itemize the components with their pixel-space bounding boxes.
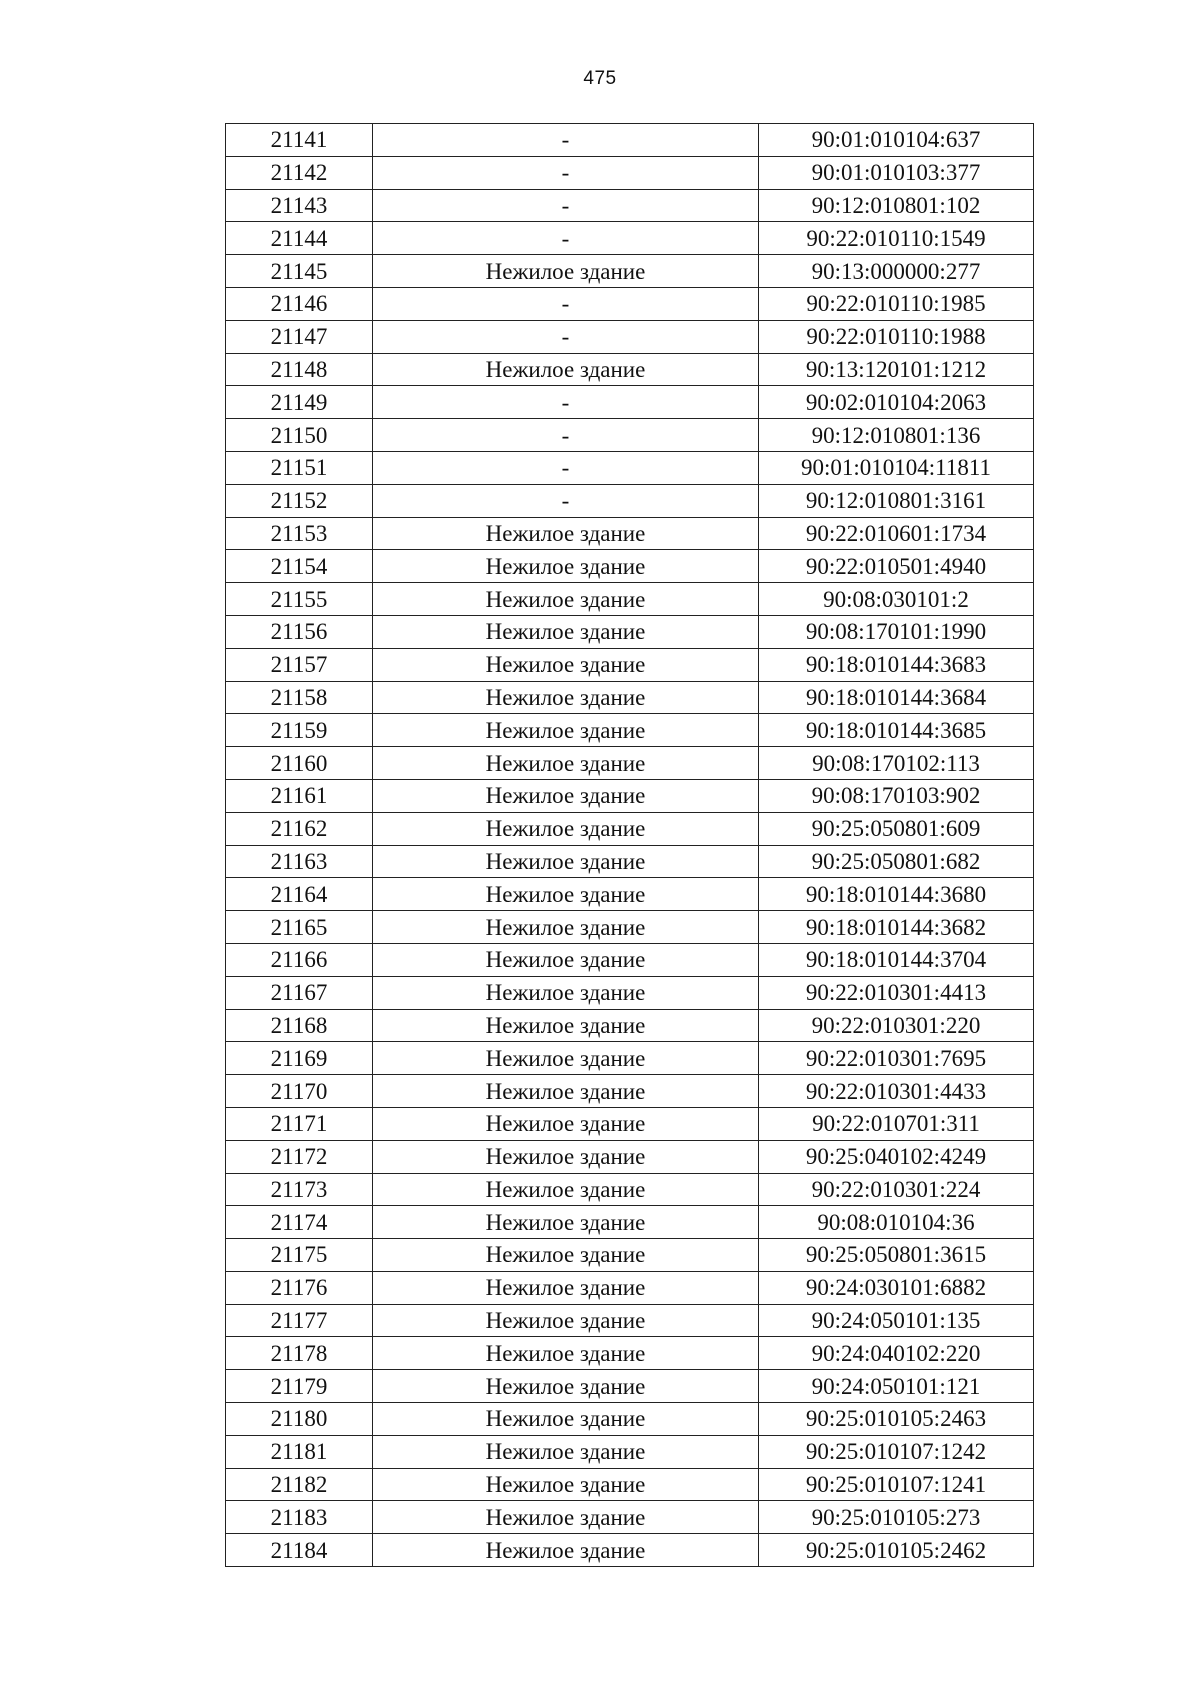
row-number-cell: 21172 — [226, 1140, 373, 1173]
cadastral-number-cell: 90:18:010144:3685 — [759, 714, 1034, 747]
cadastral-number-cell: 90:13:000000:277 — [759, 255, 1034, 288]
object-type-cell: Нежилое здание — [373, 976, 759, 1009]
cadastral-number-cell: 90:24:050101:121 — [759, 1370, 1034, 1403]
object-type-cell: Нежилое здание — [373, 681, 759, 714]
table-row — [226, 681, 1034, 714]
table-row — [226, 287, 1034, 320]
table-row — [226, 648, 1034, 681]
table-row — [226, 1009, 1034, 1042]
cadastral-number-cell: 90:25:010107:1242 — [759, 1435, 1034, 1468]
row-number-cell: 21184 — [226, 1534, 373, 1567]
cadastral-number-cell: 90:01:010104:637 — [759, 124, 1034, 157]
cadastral-number-cell: 90:22:010501:4940 — [759, 550, 1034, 583]
row-number-cell: 21143 — [226, 189, 373, 222]
object-type-cell: Нежилое здание — [373, 1468, 759, 1501]
row-number-cell: 21171 — [226, 1107, 373, 1140]
row-number-cell: 21165 — [226, 911, 373, 944]
table-row — [226, 714, 1034, 747]
cadastral-number-cell: 90:08:170103:902 — [759, 779, 1034, 812]
cadastral-number-cell: 90:22:010110:1985 — [759, 287, 1034, 320]
cadastral-number-cell: 90:08:170102:113 — [759, 747, 1034, 780]
cadastral-number-cell: 90:18:010144:3682 — [759, 911, 1034, 944]
cadastral-number-cell: 90:08:010104:36 — [759, 1206, 1034, 1239]
table-row — [226, 419, 1034, 452]
cadastral-number-cell: 90:08:170101:1990 — [759, 615, 1034, 648]
row-number-cell: 21160 — [226, 747, 373, 780]
cadastral-number-cell: 90:01:010103:377 — [759, 156, 1034, 189]
row-number-cell: 21155 — [226, 583, 373, 616]
row-number-cell: 21180 — [226, 1403, 373, 1436]
object-type-cell: Нежилое здание — [373, 1403, 759, 1436]
object-type-cell: Нежилое здание — [373, 255, 759, 288]
cadastral-number-cell: 90:24:050101:135 — [759, 1304, 1034, 1337]
object-type-cell: Нежилое здание — [373, 353, 759, 386]
table-row — [226, 1435, 1034, 1468]
row-number-cell: 21173 — [226, 1173, 373, 1206]
row-number-cell: 21141 — [226, 124, 373, 157]
object-type-cell: Нежилое здание — [373, 615, 759, 648]
object-type-cell: Нежилое здание — [373, 1107, 759, 1140]
cadastral-number-cell: 90:22:010301:4413 — [759, 976, 1034, 1009]
row-number-cell: 21147 — [226, 320, 373, 353]
table-row — [226, 1107, 1034, 1140]
object-type-cell: - — [373, 320, 759, 353]
cadastral-number-cell: 90:13:120101:1212 — [759, 353, 1034, 386]
table-row — [226, 1075, 1034, 1108]
row-number-cell: 21177 — [226, 1304, 373, 1337]
table-row — [226, 255, 1034, 288]
table-row — [226, 451, 1034, 484]
table-row — [226, 156, 1034, 189]
cadastral-number-cell: 90:12:010801:136 — [759, 419, 1034, 452]
cadastral-number-cell: 90:18:010144:3683 — [759, 648, 1034, 681]
table-row — [226, 386, 1034, 419]
row-number-cell: 21146 — [226, 287, 373, 320]
object-type-cell: Нежилое здание — [373, 1239, 759, 1272]
cadastral-number-cell: 90:12:010801:3161 — [759, 484, 1034, 517]
object-type-cell: Нежилое здание — [373, 1370, 759, 1403]
table-row — [226, 222, 1034, 255]
table-row — [226, 878, 1034, 911]
table-row — [226, 320, 1034, 353]
row-number-cell: 21183 — [226, 1501, 373, 1534]
object-type-cell: Нежилое здание — [373, 1173, 759, 1206]
cadastral-number-cell: 90:25:010105:273 — [759, 1501, 1034, 1534]
object-type-cell: Нежилое здание — [373, 779, 759, 812]
object-type-cell: Нежилое здание — [373, 1042, 759, 1075]
table-row — [226, 1501, 1034, 1534]
object-type-cell: Нежилое здание — [373, 1501, 759, 1534]
table-row — [226, 1337, 1034, 1370]
table-row — [226, 1042, 1034, 1075]
object-type-cell: Нежилое здание — [373, 812, 759, 845]
cadastral-number-cell: 90:22:010110:1549 — [759, 222, 1034, 255]
cadastral-number-cell: 90:12:010801:102 — [759, 189, 1034, 222]
row-number-cell: 21145 — [226, 255, 373, 288]
row-number-cell: 21153 — [226, 517, 373, 550]
object-type-cell: Нежилое здание — [373, 1435, 759, 1468]
cadastral-number-cell: 90:25:050801:3615 — [759, 1239, 1034, 1272]
row-number-cell: 21142 — [226, 156, 373, 189]
table-row — [226, 517, 1034, 550]
object-type-cell: Нежилое здание — [373, 1075, 759, 1108]
row-number-cell: 21181 — [226, 1435, 373, 1468]
row-number-cell: 21149 — [226, 386, 373, 419]
row-number-cell: 21157 — [226, 648, 373, 681]
object-type-cell: - — [373, 419, 759, 452]
object-type-cell: Нежилое здание — [373, 1140, 759, 1173]
table-row — [226, 812, 1034, 845]
cadastral-number-cell: 90:22:010701:311 — [759, 1107, 1034, 1140]
cadastral-number-cell: 90:25:010107:1241 — [759, 1468, 1034, 1501]
table-row — [226, 1403, 1034, 1436]
object-type-cell: Нежилое здание — [373, 714, 759, 747]
row-number-cell: 21163 — [226, 845, 373, 878]
object-type-cell: Нежилое здание — [373, 747, 759, 780]
row-number-cell: 21162 — [226, 812, 373, 845]
row-number-cell: 21156 — [226, 615, 373, 648]
object-type-cell: Нежилое здание — [373, 517, 759, 550]
row-number-cell: 21175 — [226, 1239, 373, 1272]
object-type-cell: Нежилое здание — [373, 911, 759, 944]
table-row — [226, 189, 1034, 222]
object-type-cell: Нежилое здание — [373, 1337, 759, 1370]
object-type-cell: Нежилое здание — [373, 845, 759, 878]
table-row — [226, 1239, 1034, 1272]
row-number-cell: 21161 — [226, 779, 373, 812]
row-number-cell: 21179 — [226, 1370, 373, 1403]
object-type-cell: - — [373, 189, 759, 222]
row-number-cell: 21167 — [226, 976, 373, 1009]
cadastral-number-cell: 90:22:010110:1988 — [759, 320, 1034, 353]
cadastral-number-cell: 90:22:010301:7695 — [759, 1042, 1034, 1075]
object-type-cell: Нежилое здание — [373, 878, 759, 911]
row-number-cell: 21170 — [226, 1075, 373, 1108]
cadastral-number-cell: 90:25:050801:682 — [759, 845, 1034, 878]
cadastral-number-cell: 90:24:040102:220 — [759, 1337, 1034, 1370]
table-row — [226, 1468, 1034, 1501]
cadastral-number-cell: 90:02:010104:2063 — [759, 386, 1034, 419]
table-row — [226, 550, 1034, 583]
table-row — [226, 583, 1034, 616]
object-type-cell: Нежилое здание — [373, 648, 759, 681]
table-row — [226, 845, 1034, 878]
row-number-cell: 21164 — [226, 878, 373, 911]
cadastral-number-cell: 90:18:010144:3704 — [759, 943, 1034, 976]
table-row — [226, 1370, 1034, 1403]
object-type-cell: Нежилое здание — [373, 943, 759, 976]
table-row — [226, 1206, 1034, 1239]
row-number-cell: 21150 — [226, 419, 373, 452]
table-row — [226, 353, 1034, 386]
cadastral-number-cell: 90:08:030101:2 — [759, 583, 1034, 616]
table-row — [226, 1534, 1034, 1567]
object-type-cell: - — [373, 451, 759, 484]
row-number-cell: 21168 — [226, 1009, 373, 1042]
cadastral-number-cell: 90:25:010105:2463 — [759, 1403, 1034, 1436]
object-type-cell: Нежилое здание — [373, 583, 759, 616]
object-type-cell: Нежилое здание — [373, 1271, 759, 1304]
cadastral-number-cell: 90:24:030101:6882 — [759, 1271, 1034, 1304]
object-type-cell: - — [373, 287, 759, 320]
cadastral-number-cell: 90:22:010601:1734 — [759, 517, 1034, 550]
object-type-cell: Нежилое здание — [373, 1009, 759, 1042]
cadastral-number-cell: 90:22:010301:224 — [759, 1173, 1034, 1206]
cadastral-number-cell: 90:22:010301:4433 — [759, 1075, 1034, 1108]
row-number-cell: 21169 — [226, 1042, 373, 1075]
cadastral-number-cell: 90:01:010104:11811 — [759, 451, 1034, 484]
row-number-cell: 21174 — [226, 1206, 373, 1239]
row-number-cell: 21158 — [226, 681, 373, 714]
registry-table-body — [226, 124, 1034, 1567]
row-number-cell: 21152 — [226, 484, 373, 517]
table-row — [226, 615, 1034, 648]
row-number-cell: 21178 — [226, 1337, 373, 1370]
cadastral-number-cell: 90:22:010301:220 — [759, 1009, 1034, 1042]
table-row — [226, 976, 1034, 1009]
object-type-cell: - — [373, 124, 759, 157]
table-row — [226, 484, 1034, 517]
object-type-cell: Нежилое здание — [373, 1534, 759, 1567]
table-row — [226, 1173, 1034, 1206]
table-row — [226, 779, 1034, 812]
registry-table — [225, 123, 1034, 1567]
cadastral-number-cell: 90:25:050801:609 — [759, 812, 1034, 845]
row-number-cell: 21148 — [226, 353, 373, 386]
table-row — [226, 1271, 1034, 1304]
cadastral-number-cell: 90:25:040102:4249 — [759, 1140, 1034, 1173]
row-number-cell: 21176 — [226, 1271, 373, 1304]
table-row — [226, 1304, 1034, 1337]
object-type-cell: - — [373, 484, 759, 517]
table-row — [226, 124, 1034, 157]
cadastral-number-cell: 90:18:010144:3680 — [759, 878, 1034, 911]
table-row — [226, 943, 1034, 976]
table-row — [226, 911, 1034, 944]
page-number: 475 — [583, 68, 617, 89]
cadastral-number-cell: 90:18:010144:3684 — [759, 681, 1034, 714]
cadastral-number-cell: 90:25:010105:2462 — [759, 1534, 1034, 1567]
object-type-cell: - — [373, 222, 759, 255]
object-type-cell: Нежилое здание — [373, 1304, 759, 1337]
row-number-cell: 21159 — [226, 714, 373, 747]
object-type-cell: - — [373, 386, 759, 419]
object-type-cell: Нежилое здание — [373, 1206, 759, 1239]
object-type-cell: Нежилое здание — [373, 550, 759, 583]
row-number-cell: 21182 — [226, 1468, 373, 1501]
row-number-cell: 21151 — [226, 451, 373, 484]
object-type-cell: - — [373, 156, 759, 189]
table-row — [226, 1140, 1034, 1173]
row-number-cell: 21144 — [226, 222, 373, 255]
table-row — [226, 747, 1034, 780]
row-number-cell: 21154 — [226, 550, 373, 583]
row-number-cell: 21166 — [226, 943, 373, 976]
